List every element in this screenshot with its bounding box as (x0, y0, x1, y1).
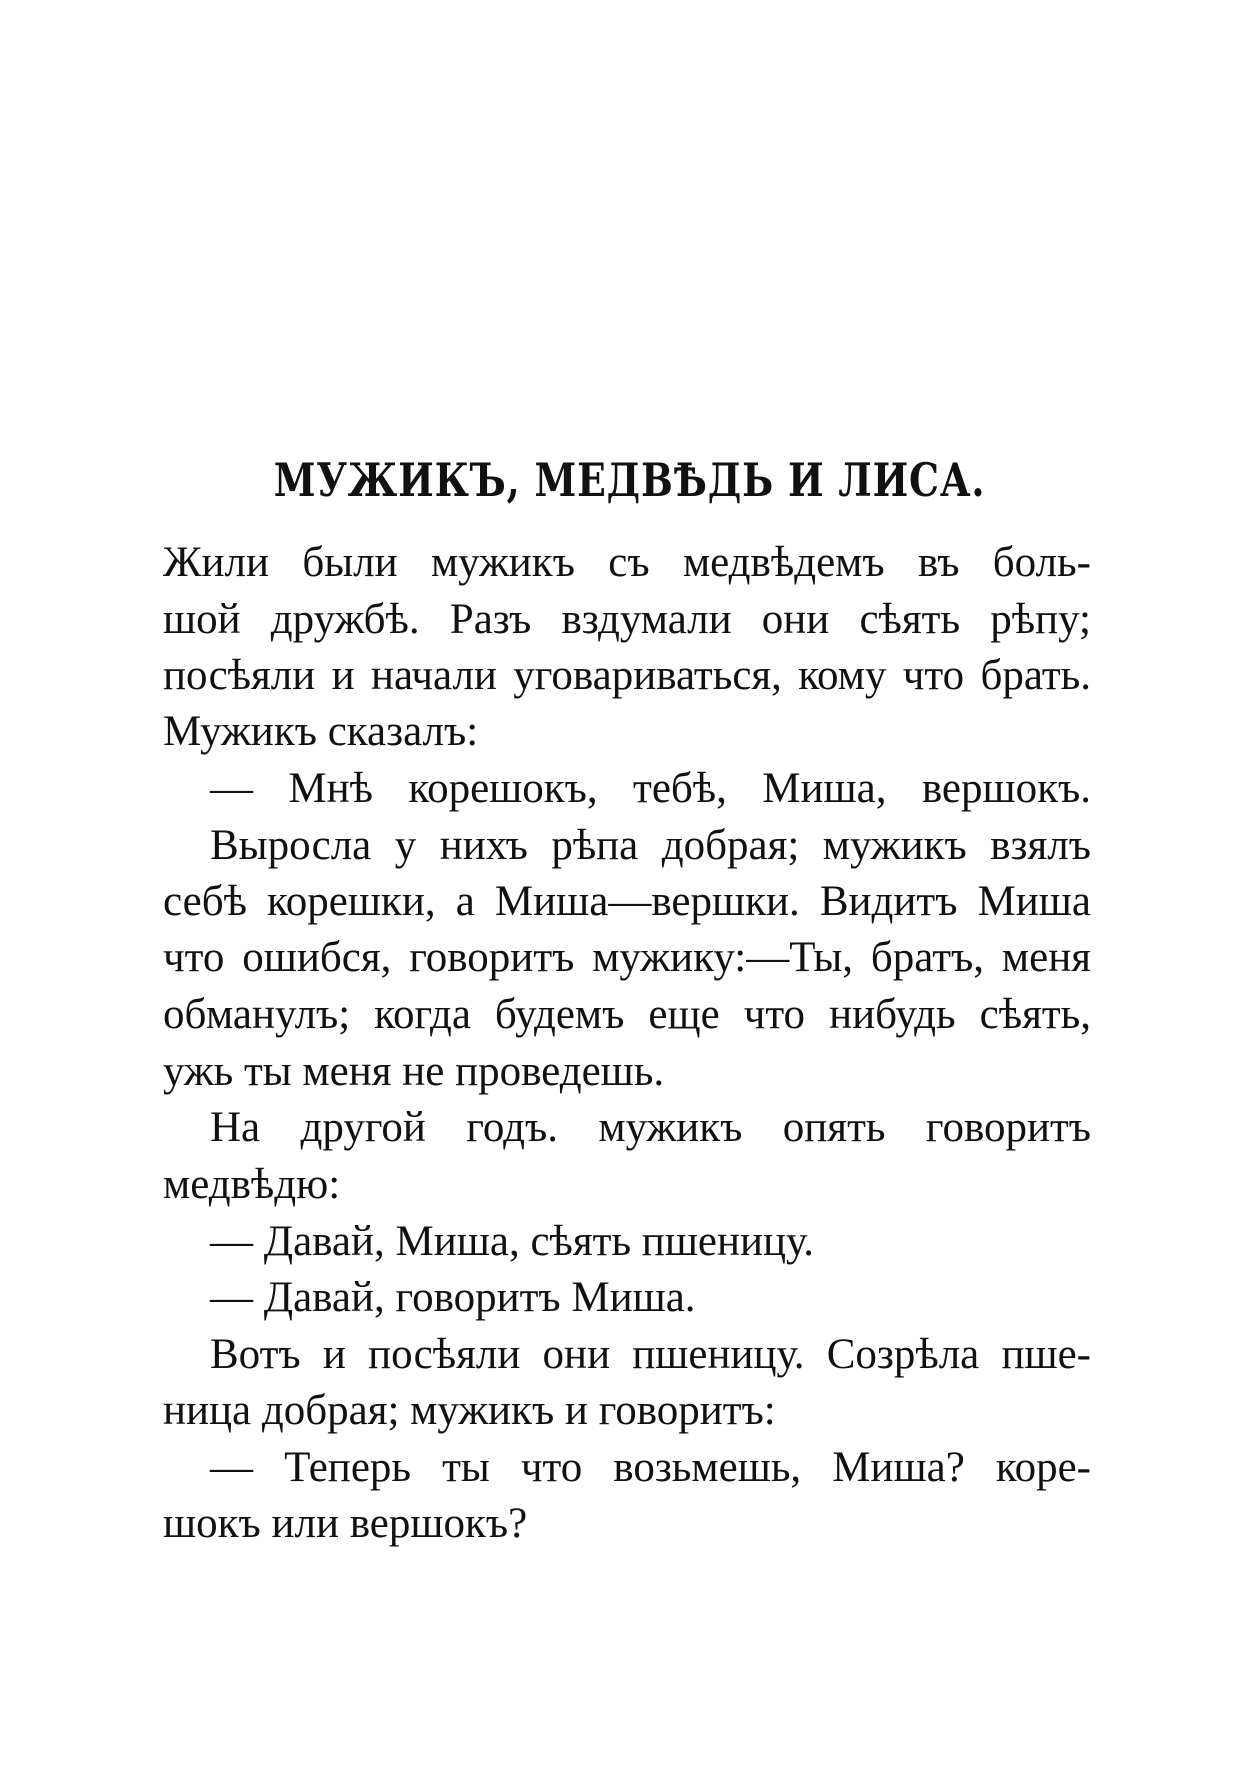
text-line-17: — Теперь ты что возьмешь, Миша? коре- (210, 1444, 1091, 1491)
text-line-18: шокъ или вершокъ? (163, 1500, 528, 1547)
text-line-2: шой дружбѣ. Разъ вздумали они сѣять рѣпу; (163, 596, 1091, 643)
text-line-4: Мужикъ сказалъ: (163, 708, 479, 755)
text-line-6: Выросла у нихъ рѣпа добрая; мужикъ взялъ (210, 822, 1091, 869)
text-line-9: обманулъ; когда будемъ еще что нибудь сѣять, (163, 991, 1091, 1038)
text-line-12: медвѣдю: (163, 1161, 341, 1208)
text-line-3: посѣяли и начали уговариваться, кому что брать. (163, 652, 1091, 699)
text-line-11: На другой годъ. мужикъ опять говоритъ (210, 1104, 1091, 1151)
text-line-16: ница добрая; мужикъ и говоритъ: (163, 1387, 776, 1434)
text-line-7: себѣ корешки, а Миша—вершки. Видитъ Миша (163, 878, 1091, 925)
text-line-15: Вотъ и посѣяли они пшеницу. Созрѣла пше- (210, 1331, 1091, 1378)
text-line-10: ужь ты меня не проведешь. (163, 1048, 665, 1095)
text-line-13: — Давай, Миша, сѣять пшеницу. (210, 1218, 814, 1265)
text-line-1: Жили были мужикъ съ медвѣдемъ въ боль- (163, 539, 1091, 586)
text-line-5: — Мнѣ корешокъ, тебѣ, Миша, вершокъ. (210, 765, 1091, 812)
story-title: МУЖИКЪ, МЕДВѢДЬ И ЛИСА. (273, 453, 986, 507)
text-line-14: — Давай, говоритъ Миша. (210, 1274, 696, 1321)
text-line-8: что ошибся, говоритъ мужику:—Ты, братъ, меня (163, 934, 1091, 981)
